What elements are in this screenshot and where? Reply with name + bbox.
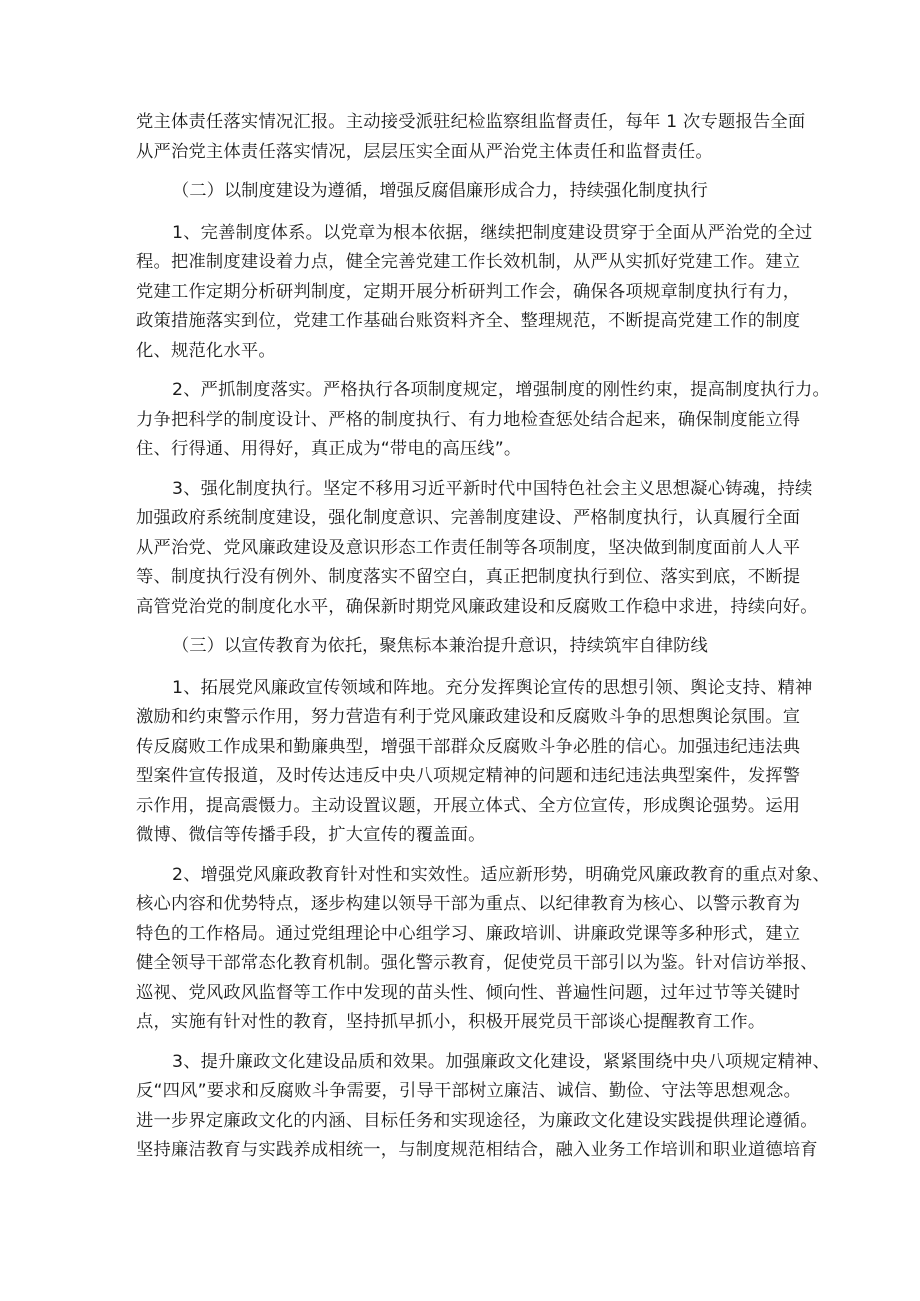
section-heading-3: （三）以宣传教育为依托，聚焦标本兼治提升意识，持续筑牢自律防线	[172, 636, 708, 656]
text-line: 传反腐败工作成果和勤廉典型，增强干部群众反腐败斗争必胜的信心。加强违纪违法典	[136, 736, 801, 757]
paragraph-implement-system	[136, 376, 831, 465]
text-line: 加强政府系统制度建设，强化制度意识、完善制度建设、严格制度执行，认真履行全面	[136, 508, 801, 528]
paragraph-enforce-system	[136, 475, 818, 623]
text-line: 3、强化制度执行。坚定不移用习近平新时代中国特色社会主义思想凝心铸魂，持续	[172, 478, 813, 499]
section-heading-2: （二）以制度建设为遵循，增强反腐倡廉形成合力，持续强化制度执行	[172, 181, 708, 201]
text-line: 激励和约束警示作用，努力营造有利于党风廉政建设和反腐败斗争的思想舆论氛围。宣	[136, 707, 801, 727]
text-line: 程。把准制度建设着力点，健全完善党建工作长效机制，从严从实抓好党建工作。建立	[136, 252, 801, 272]
text-line: 巡视、党风政风监督等工作中发现的苗头性、倾向性、普遍性问题，过年过节等关键时	[136, 982, 801, 1003]
text-line: 高管党治党的制度化水平，确保新时期党风廉政建设和反腐败工作稳中求进，持续向好。	[136, 596, 818, 617]
text-line: 特色的工作格局。通过党组理论中心组学习、廉政培训、讲廉政党课等多种形式，建立	[136, 923, 801, 944]
text-line: 进一步界定廉政文化的内涵、目标任务和实现途径，为廉政文化建设实践提供理论遵循。	[136, 1110, 818, 1131]
text-line: 坚持廉洁教育与实践养成相统一，与制度规范相结合，融入业务工作培训和职业道德培育	[136, 1140, 818, 1160]
text-line: 力争把科学的制度设计、严格的制度执行、有力地检查惩处结合起来，确保制度能立得	[136, 409, 801, 430]
text-line: 住、行得通、用得好，真正成为“带电的高压线”。	[136, 439, 522, 459]
text-line: 2、严抓制度落实。严格执行各项制度规定，增强制度的刚性约束，提高制度执行力。	[172, 380, 831, 400]
paragraph-improve-system	[136, 219, 813, 367]
paragraph-education	[136, 861, 831, 1038]
paragraph-publicity	[136, 674, 813, 851]
text-line: 1、完善制度体系。以党章为根本依据，继续把制度建设贯穿于全面从严治党的全过	[172, 222, 813, 243]
text-line: 点，实施有针对性的教育，坚持抓早抓小，积极开展党员干部谈心提醒教育工作。	[136, 1012, 766, 1032]
text-line: 1、拓展党风廉政宣传领域和阵地。充分发挥舆论宣传的思想引领、舆论支持、精神	[172, 677, 813, 698]
text-line: 政策措施落实到位，党建工作基础台账资料齐全、整理规范，不断提高党建工作的制度	[136, 311, 801, 331]
text-line: 示作用，提高震慑力。主动设置议题，开展立体式、全方位宣传，形成舆论强势。运用	[136, 795, 801, 816]
text-line: 3、提升廉政文化建设品质和效果。加强廉政文化建设，紧紧围绕中央八项规定精神、	[172, 1051, 831, 1072]
text-line: 健全领导干部常态化教育机制。强化警示教育，促使党员干部引以为鉴。针对信访举报、	[136, 953, 818, 973]
document-body	[136, 108, 831, 1176]
text-line: 2、增强党风廉政教育针对性和实效性。适应新形势，明确党风廉政教育的重点对象、	[172, 864, 831, 885]
text-line: 型案件宣传报道，及时传达违反中央八项规定精神的问题和违纪违法典型案件，发挥警	[136, 766, 801, 786]
text-line: 从严治党、党风廉政建设及意识形态工作责任制等各项制度，坚决做到制度面前人人平	[136, 537, 801, 558]
text-line: 核心内容和优势特点，逐步构建以领导干部为重点、以纪律教育为核心、以警示教育为	[136, 894, 801, 914]
text-line: 反“四风”要求和反腐败斗争需要，引导干部树立廉洁、诚信、勤俭、守法等思想观念。	[136, 1081, 802, 1101]
text-line: 从严治党主体责任落实情况，层层压实全面从严治党主体责任和监督责任。	[136, 141, 713, 162]
text-line: 微博、微信等传播手段，扩大宣传的覆盖面。	[136, 825, 486, 845]
text-line: 党主体责任落实情况汇报。主动接受派驻纪检监察组监督责任，每年 1 次专题报告全面	[136, 112, 806, 132]
paragraph-culture	[136, 1048, 831, 1166]
text-line: 化、规范化水平。	[136, 340, 276, 361]
text-line: 党建工作定期分析研判制度，定期开展分析研判工作会，确保各项规章制度执行有力，	[136, 281, 801, 302]
text-line: 等、制度执行没有例外、制度落实不留空白，真正把制度执行到位、落实到底，不断提	[136, 567, 801, 587]
paragraph-intro	[136, 108, 806, 167]
